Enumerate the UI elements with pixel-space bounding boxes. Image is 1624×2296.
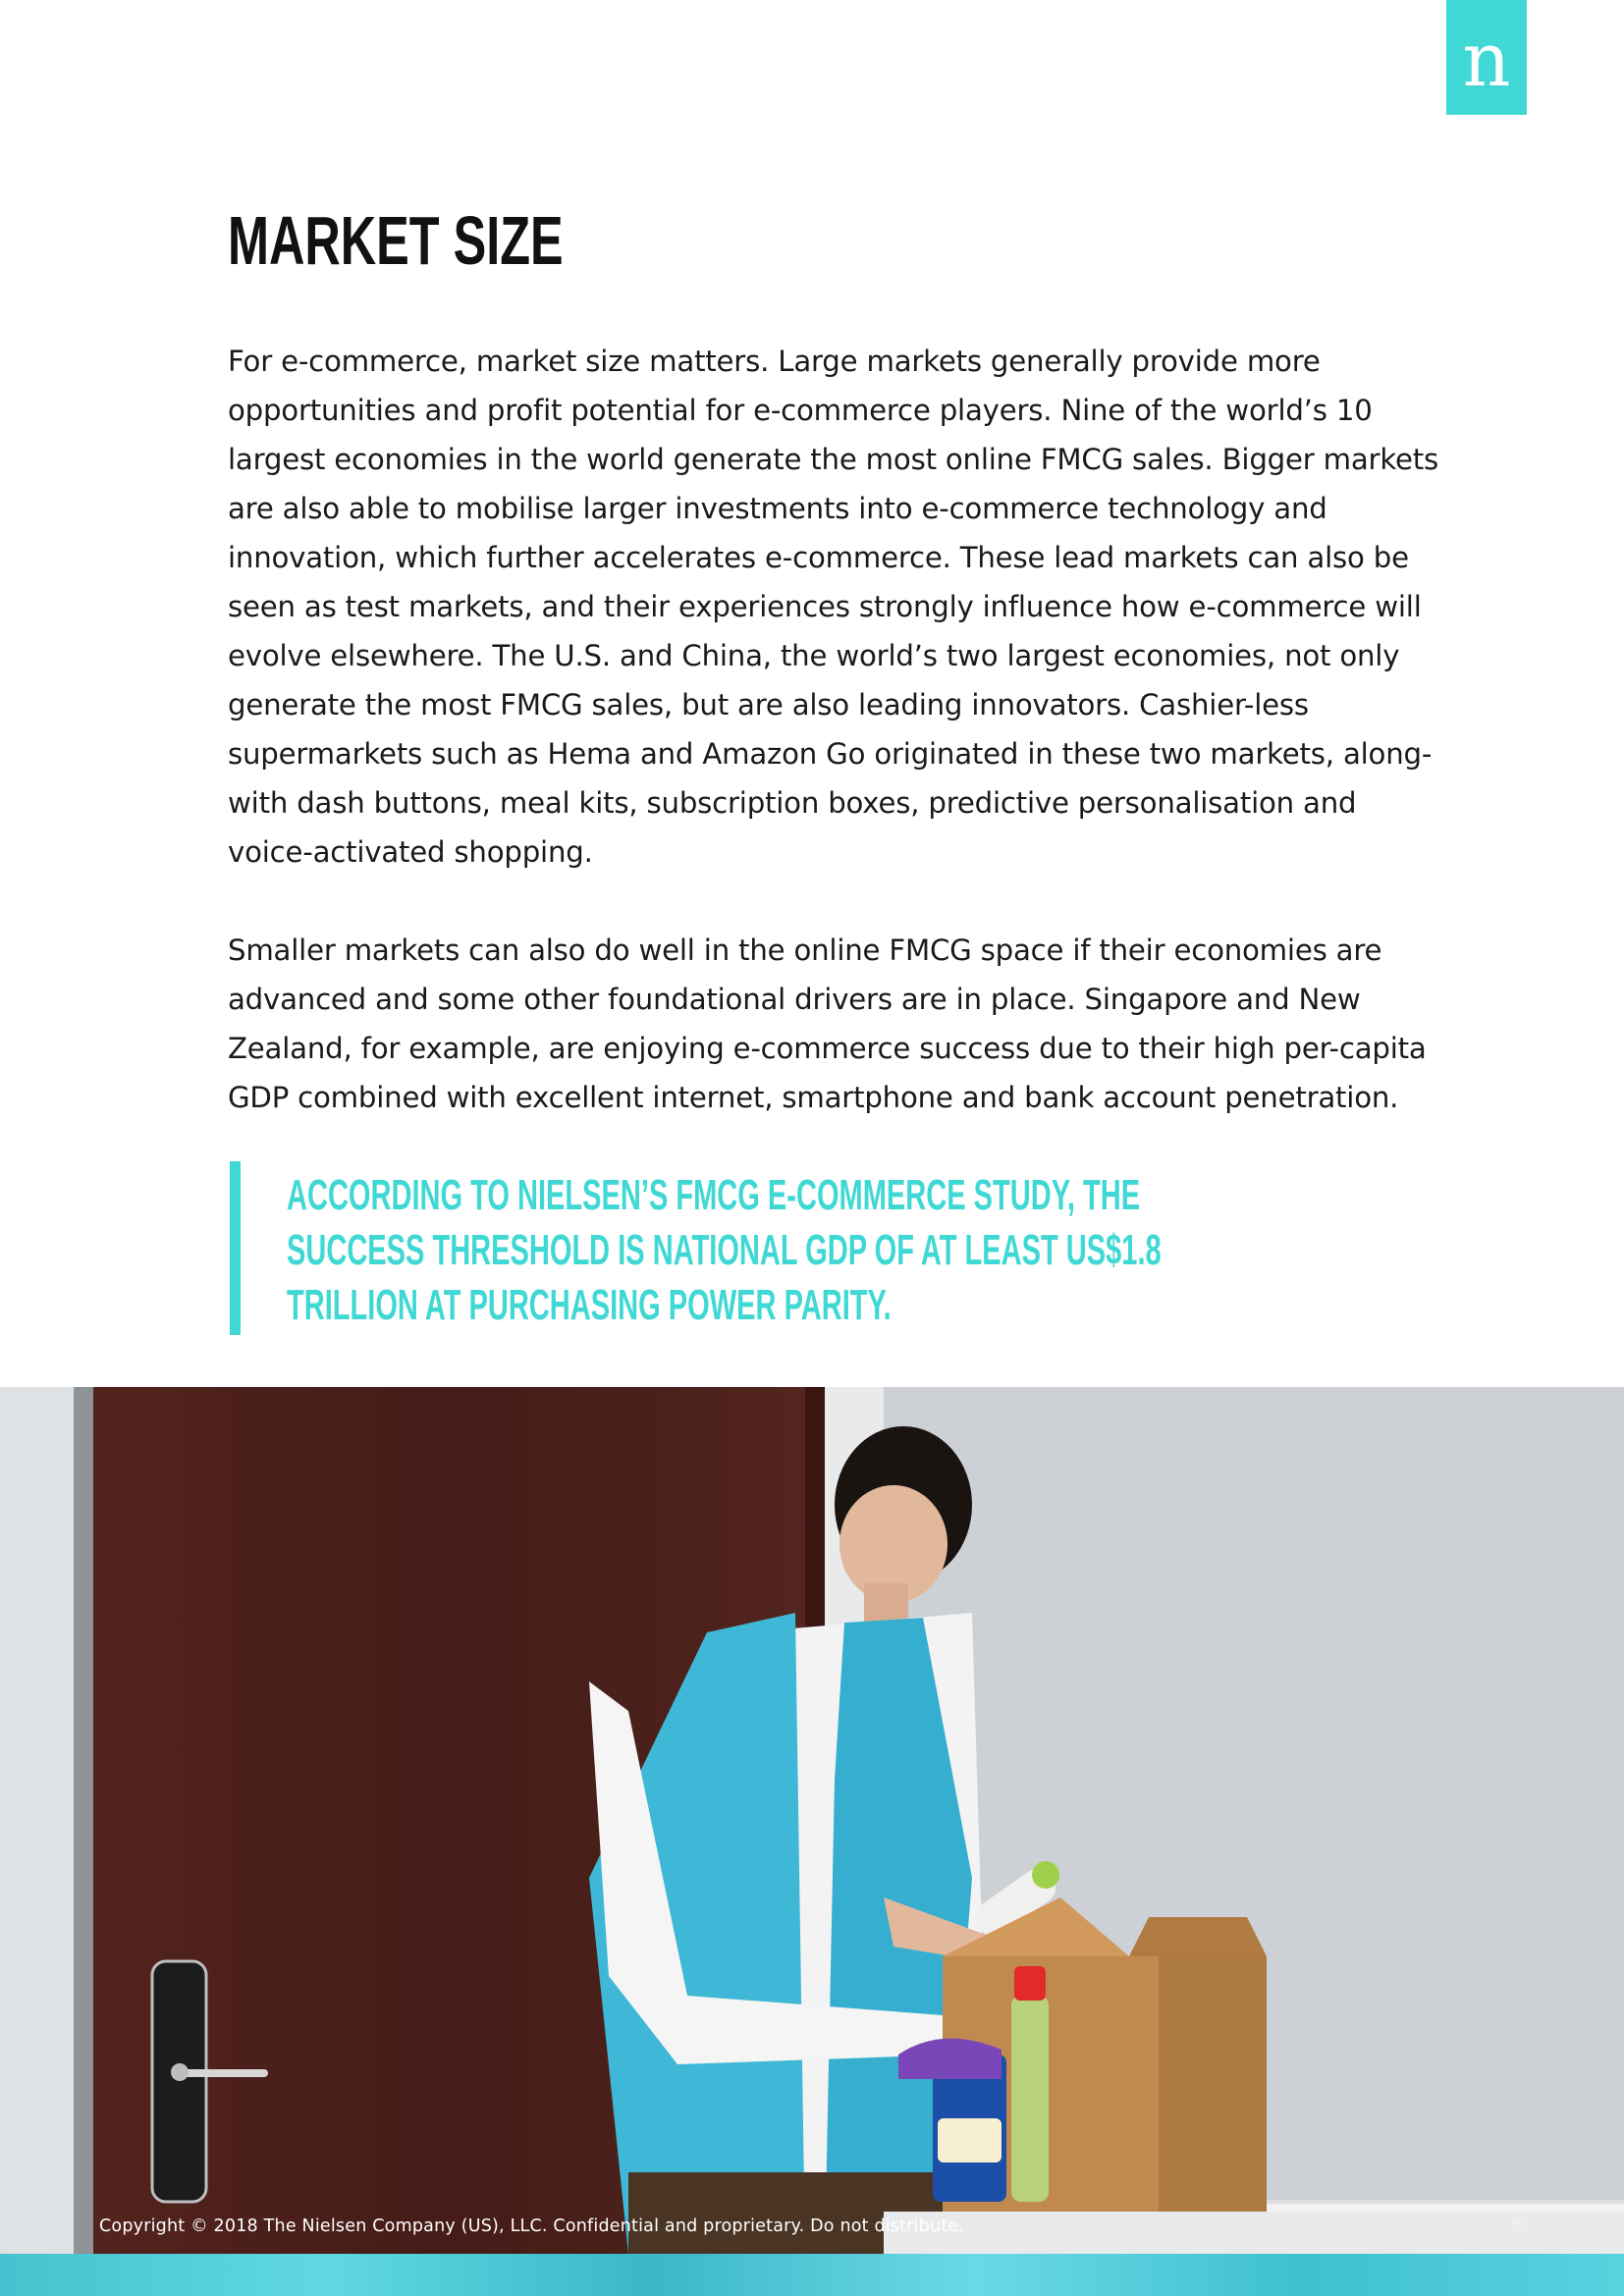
page-title: MARKET SIZE (228, 202, 564, 279)
body-paragraph-2: Smaller markets can also do well in the online FMCG space if their economies are advanced and some other foundational drivers are in place. Singapore and New Zealand, for example, are enjoying e-commerce success due to their high per-capita GDP combined with excellent internet, smartphone and bank account penetration. (228, 934, 1427, 1114)
body-paragraph-1: For e-commerce, market size matters. Large markets generally provide more opportunities and profit potential for e-commerce players. Nine of the world’s 10 largest economies in the world generate the most online FMCG sales. Bigger markets are also able to mobilise larger investments into e-commerce technology and innovation, which further accelerates e-commerce. These lead markets can also be seen as test markets, and their experiences strongly influence how e-commerce will evolve elsewhere. The U.S. and China, the world’s two largest economies, not only generate the most FMCG sales, but are also leading innovators. Cashier-less supermarkets such as Hema and Amazon Go originated in these two markets, along-with dash buttons, meal kits, subscription boxes, predictive personalisation and voice-activated shopping. (228, 345, 1438, 869)
decorative-footer-strip (0, 2254, 1624, 2296)
nielsen-logo (1446, 0, 1527, 115)
pull-quote: ACCORDING TO NIELSEN’S FMCG E-COMMERCE STUDY, THE SUCCESS THRESHOLD IS NATIONAL GDP OF AT LEAST US$1.8 TRILLION AT PURCHASING POWER PARITY. (287, 1171, 1162, 1329)
photo-illustration (0, 1387, 1624, 2254)
logo-letter: n (1462, 15, 1511, 103)
hero-photo (0, 1387, 1624, 2254)
page-number: 6 (1512, 2215, 1523, 2233)
pull-quote-bar (230, 1161, 241, 1335)
copyright-notice: Copyright © 2018 The Nielsen Company (US), LLC. Confidential and proprietary. Do not distribute. (99, 2216, 965, 2236)
